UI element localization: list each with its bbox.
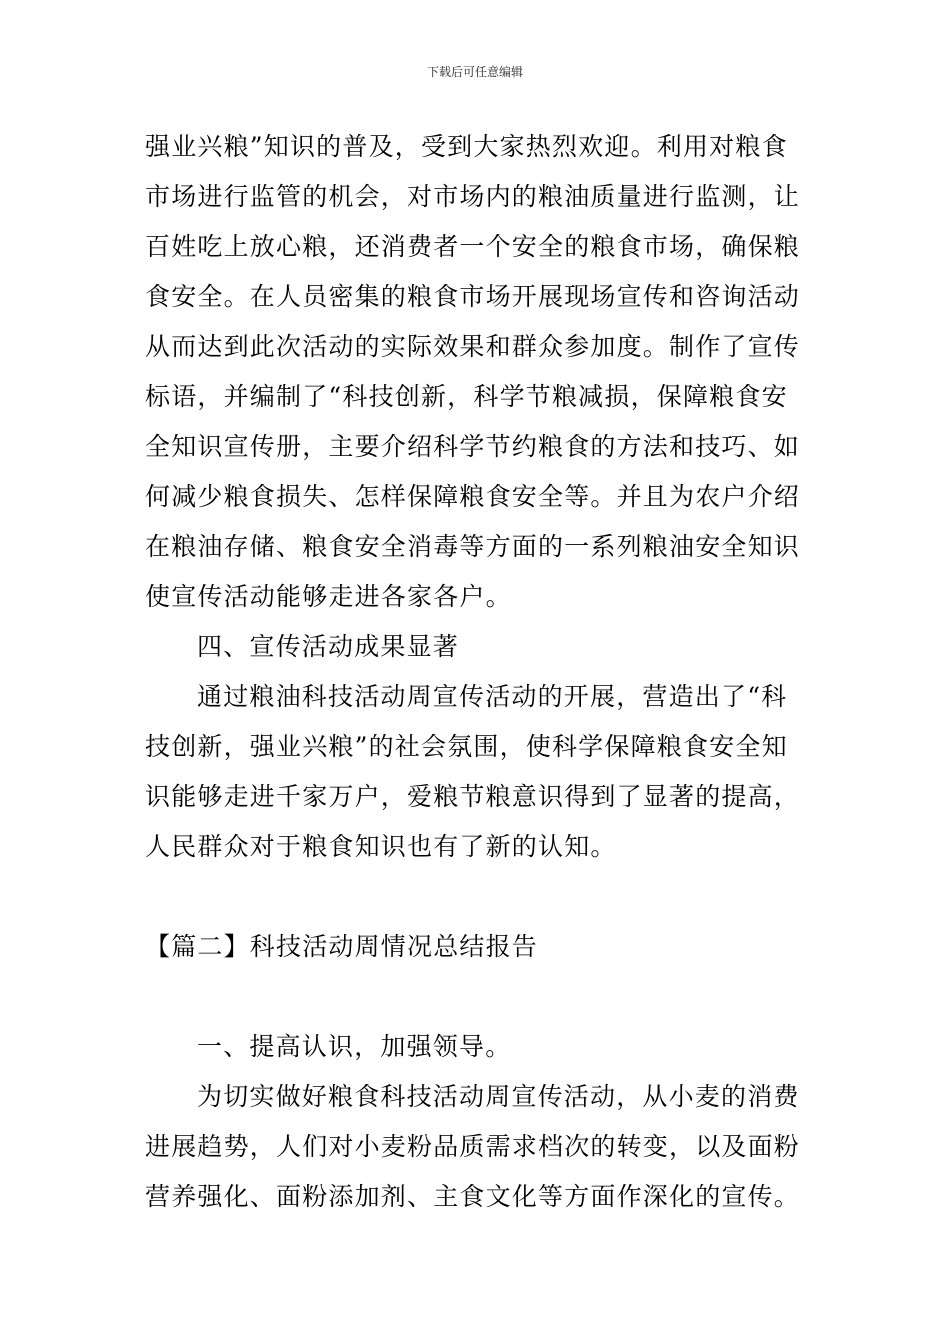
text-line: 百姓吃上放心粮，还消费者一个安全的粮食市场，确保粮 (145, 232, 801, 261)
text-line: 为切实做好粮食科技活动周宣传活动，从小麦的消费 (197, 1082, 800, 1111)
text-line: 在粮油存储、粮食安全消毒等方面的一系列粮油安全知识 (145, 532, 801, 561)
text-line: 何减少粮食损失、怎样保障粮食安全等。并且为农户介绍 (145, 482, 801, 511)
text-line: 营养强化、面粉添加剂、主食文化等方面作深化的宣传。 (145, 1182, 801, 1211)
text-line: 市场进行监管的机会，对市场内的粮油质量进行监测，让 (145, 182, 801, 211)
text-line: 进展趋势，人们对小麦粉品质需求档次的转变，以及面粉 (145, 1132, 801, 1161)
section-heading: 一、提高认识，加强领导。 (197, 1032, 512, 1061)
article-title: 【篇二】科技活动周情况总结报告 (145, 932, 539, 961)
text-line: 技创新，强业兴粮”的社会氛围，使科学保障粮食安全知 (145, 732, 788, 761)
text-line: 使宣传活动能够走进各家各户。 (145, 582, 512, 611)
text-line: 强业兴粮”知识的普及，受到大家热烈欢迎。利用对粮食 (145, 132, 788, 161)
text-line: 食安全。在人员密集的粮食市场开展现场宣传和咨询活动 (145, 282, 801, 311)
text-line: 通过粮油科技活动周宣传活动的开展，营造出了“科 (197, 682, 788, 711)
section-heading: 四、宣传活动成果显著 (197, 632, 460, 661)
text-line: 识能够走进千家万户，爱粮节粮意识得到了显著的提高， (145, 782, 801, 811)
text-line: 标语，并编制了“科技创新，科学节粮减损，保障粮食安 (145, 382, 788, 411)
page-header: 下载后可任意编辑 (426, 65, 523, 79)
text-line: 全知识宣传册，主要介绍科学节约粮食的方法和技巧、如 (145, 432, 801, 461)
text-line: 人民群众对于粮食知识也有了新的认知。 (145, 832, 617, 861)
text-line: 从而达到此次活动的实际效果和群众参加度。制作了宣传 (145, 332, 801, 361)
